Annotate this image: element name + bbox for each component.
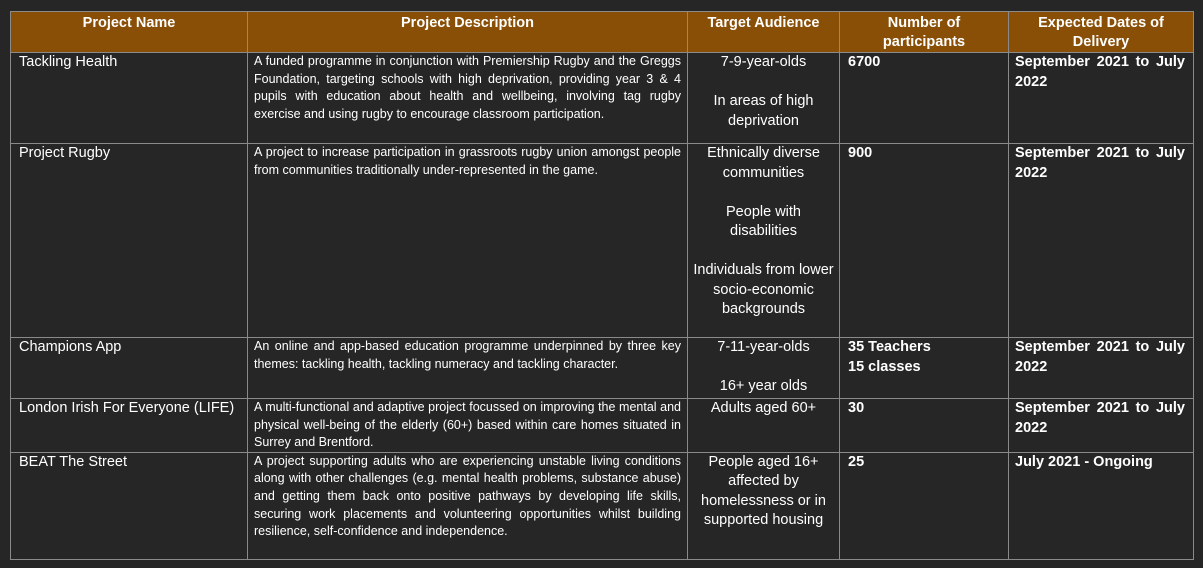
target-audience-cell (688, 399, 840, 453)
project-description-cell: A project to increase participation in grassroots rugby union amongst people from communities traditionally under-represented in the game. (248, 144, 688, 338)
audience-entry: Adults aged 60+ (710, 400, 817, 416)
audience-entry: Individuals from lower socio-economic backgrounds (693, 262, 834, 317)
participants-cell (840, 53, 1009, 144)
target-audience-cell (688, 144, 840, 338)
participants-value: 15 classes (848, 358, 921, 375)
project-description-cell: An online and app-based education programme underpinned by three key themes: tackling health, tackling numeracy and tackling character. (248, 338, 688, 399)
project-name-cell: London Irish For Everyone (LIFE) (11, 399, 248, 453)
target-audience-cell (688, 452, 840, 559)
project-description-cell: A funded programme in conjunction with Premiership Rugby and the Greggs Foundation, targeting schools with high deprivation, providing year 3 & 4 pupils with education about health and wellbeing, involving tag rugby exercise and using rugby to encourage classroom participation. (248, 53, 688, 144)
audience-entry: In areas of high deprivation (713, 93, 814, 129)
project-description-cell: A project supporting adults who are experiencing unstable living conditions along with other challenges (e.g. mental health problems, substance abuse) and getting them back onto positive pathways by developing life skills, securing work placements and volunteering opportunities whilst building resilience, self-confidence and independence. (248, 452, 688, 559)
header-expected-dates: Expected Dates of Delivery (1009, 12, 1194, 53)
audience-entry: 7-11-year-olds (717, 339, 810, 355)
delivery-dates-cell: September 2021 to July 2022 (1009, 53, 1194, 144)
audience-entry: People aged 16+ affected by homelessness or in supported housing (701, 453, 826, 529)
project-name-cell: Project Rugby (11, 144, 248, 338)
target-audience-cell (688, 338, 840, 399)
project-name-cell: Champions App (11, 338, 248, 399)
participants-value: 25 (848, 453, 865, 470)
header-project-description: Project Description (248, 12, 688, 53)
target-audience-cell (688, 53, 840, 144)
delivery-dates-cell: September 2021 to July 2022 (1009, 144, 1194, 338)
project-name-cell: Tackling Health (11, 53, 248, 144)
header-number-of-participants: Number of participants (840, 12, 1009, 53)
header-project-name: Project Name (11, 12, 248, 53)
audience-entry: People with disabilities (726, 203, 801, 239)
table-row (11, 53, 1194, 144)
participants-cell (840, 338, 1009, 399)
table-row (11, 338, 1194, 399)
header-target-audience: Target Audience (688, 12, 840, 53)
participants-value: 30 (848, 400, 865, 416)
table-row (11, 144, 1194, 338)
participants-cell (840, 144, 1009, 338)
delivery-dates-cell: July 2021 - Ongoing (1009, 452, 1194, 559)
delivery-dates-cell: September 2021 to July 2022 (1009, 338, 1194, 399)
audience-entry: 7-9-year-olds (720, 54, 807, 70)
delivery-dates-cell: September 2021 to July 2022 (1009, 399, 1194, 453)
participants-cell (840, 452, 1009, 559)
participants-value: 900 (848, 145, 873, 161)
participants-cell (840, 399, 1009, 453)
table-row (11, 399, 1194, 453)
project-description-cell: A multi-functional and adaptive project focussed on improving the mental and physical well-being of the elderly (60+) based within care homes situated in Surrey and Brentford. (248, 399, 688, 453)
participants-value: 6700 (848, 54, 881, 70)
header-row (11, 12, 1194, 53)
participants-value: 35 Teachers (848, 339, 931, 355)
table-row (11, 452, 1194, 559)
audience-entry: 16+ year olds (719, 378, 808, 394)
projects-table (10, 11, 1194, 560)
audience-entry: Ethnically diverse communities (707, 145, 820, 181)
project-name-cell: BEAT The Street (11, 452, 248, 559)
